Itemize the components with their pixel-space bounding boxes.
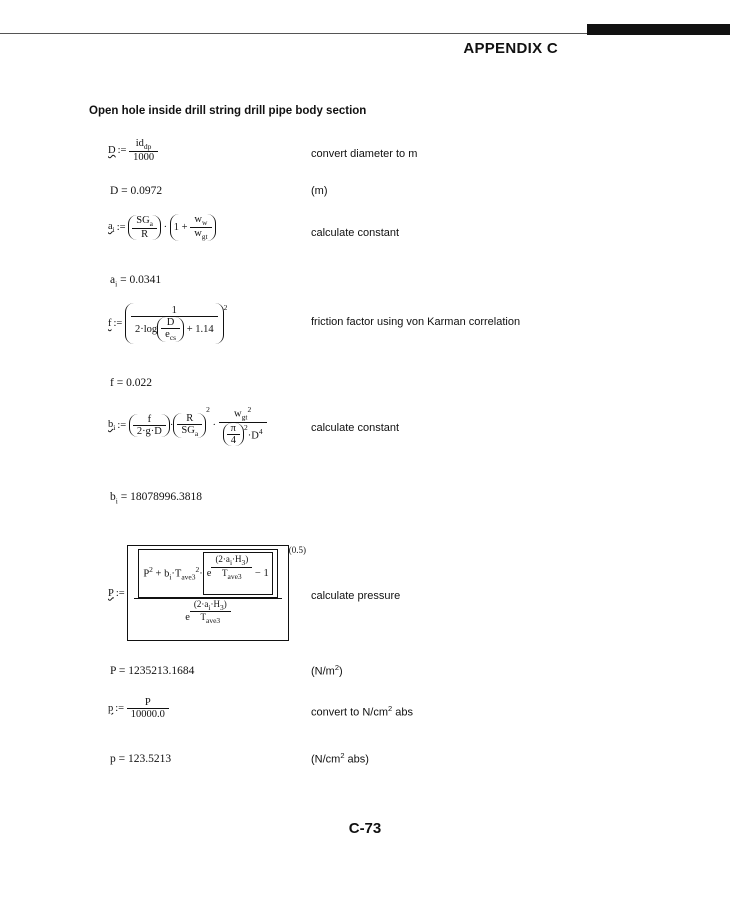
appendix-label: APPENDIX C [463,40,558,57]
note-convert-pressure-exp: 2 [388,704,393,713]
note-calculate-constant-a: calculate constant [311,227,400,239]
page-number: C-73 [348,820,382,837]
note-friction-factor: friction factor using von Karman correlation [311,316,521,328]
note-unit-pressure-abs-pre: (N/cm [311,753,341,766]
result-constant-b: $b_i = 18078996.3818$ [110,491,202,506]
section-title: Open hole inside drill string drill pipe body section [89,105,367,117]
note-unit-pressure-post: ) [339,665,343,678]
equation-friction-factor: f := 1 2·log $\frac{D}{e_{cs}}$ + 1.14 $^2$ [108,303,228,343]
result-pressure: P = 1235213.1684 [110,665,195,677]
note-convert-pressure-pre: convert to N/cm [311,706,389,719]
note-unit-pressure-exp: 2 [334,663,339,672]
result-constant-b-value: = 18078996.3818 [120,491,202,503]
note-unit-m: (m) [311,185,328,197]
equation-diameter: D := $\frac{id_{dp}}{1000}$ [108,138,158,163]
note-unit-pressure-pre: (N/m [311,665,335,678]
note-unit-pressure-abs-post: abs) [344,753,369,766]
note-unit-pressure-abs-exp: 2 [340,751,345,760]
note-unit-pressure [311,663,343,678]
equation-constant-b: $b_i$ := $\frac{f}{2\cdot g\cdot D}$ · $\frac{R}{SG_a}$ $^2$ · $w_{gt}^2$ $\frac{\pi}{4}$ $^2$ $\cdot D^4$ [108,405,267,446]
result-diameter: D = 0.0972 [110,185,163,197]
note-unit-pressure-abs [311,751,369,766]
equation-convert-pressure: p := $\frac{P}{10000.0}$ [108,697,169,720]
header-rule [0,33,587,34]
note-calculate-pressure: calculate pressure [311,590,401,602]
note-convert-pressure-post: abs [392,706,413,719]
result-friction-factor: f = 0.022 [110,377,152,389]
note-convert-pressure [311,704,413,719]
note-calculate-constant-b: calculate constant [311,422,400,434]
result-constant-a: $a_i = 0.0341$ [110,274,162,289]
result-constant-a-value: = 0.0341 [120,274,162,286]
equation-constant-a: $a_i$ := $\frac{SG_a}{R}$ · 1 + $\frac{w_w}{w_{gt}}$ [108,214,216,241]
equation-pressure: P := $P^2 + b_i\cdot T_{ave3}^2\cdot$ e $\frac{(2\cdot a_i\cdot H_3)}{T_{ave3}}$ − 1 e $\frac{(2\cdot a_i\cdot H_3)}{T_{ave3}}$ (0.5) [108,545,306,641]
result-pressure-abs: p = 123.5213 [110,753,172,765]
header-bar [587,24,730,35]
note-convert-diameter: convert diameter to m [311,148,418,160]
